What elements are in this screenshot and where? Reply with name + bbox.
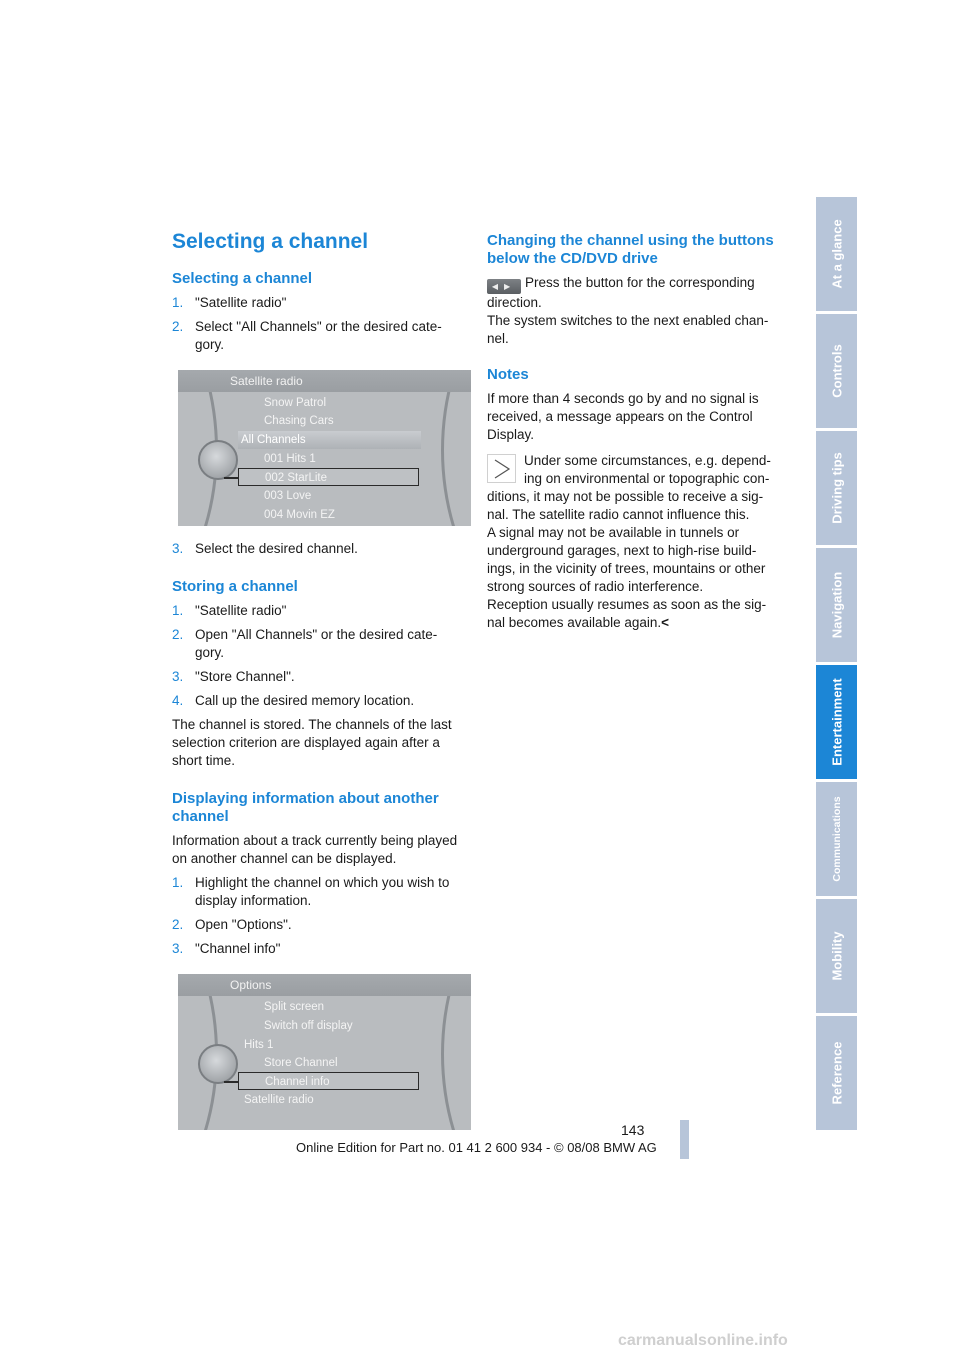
heading-selecting-channel: Selecting a channel xyxy=(172,270,313,287)
list-item: 4. Call up the desired memory location. xyxy=(172,693,415,708)
screen-row: Snow Patrol xyxy=(264,397,327,409)
storing-paragraph: The channel is stored. The channels of the last selection criterion are displayed again after a short time. xyxy=(172,717,452,768)
page-marker xyxy=(680,1120,689,1159)
notes-paragraph-3: Reception usually resumes as soon as the sig-nal becomes available again.< xyxy=(487,597,767,630)
screen-row: 002 StarLite xyxy=(238,468,419,486)
screen-row: Hits 1 xyxy=(244,1039,274,1051)
displaying-paragraph: Information about a track currently being played on another channel can be displayed. xyxy=(172,833,458,866)
watermark: carmanualsonline.info xyxy=(618,1332,788,1349)
displaying-steps xyxy=(172,874,464,958)
tab-reference[interactable]: Reference xyxy=(816,1016,857,1133)
tab-at-a-glance[interactable]: At a glance xyxy=(816,197,857,314)
arrow-buttons-icon: ◀▶ xyxy=(487,279,521,294)
satellite-radio-screenshot xyxy=(178,370,471,526)
options-screenshot xyxy=(178,974,471,1130)
tab-controls[interactable]: Controls xyxy=(816,314,857,431)
tab-navigation[interactable]: Navigation xyxy=(816,548,857,665)
list-item: 1. "Satellite radio" xyxy=(172,295,287,310)
screen-row: Switch off display xyxy=(264,1020,353,1032)
screen-row: Channel info xyxy=(238,1072,419,1090)
heading-storing-channel: Storing a channel xyxy=(172,578,298,595)
notes-warning: Under some circumstances, e.g. depend-ing on environmental or topographic con-ditions, it may not be possible to receive a sig-nal. The satellite radio cannot influence this. xyxy=(487,453,771,522)
heading-changing-channel: Changing the channel using the buttons below the CD/DVD drive xyxy=(487,232,774,267)
screen-row: 003 Love xyxy=(264,490,312,502)
left-column xyxy=(172,270,464,1144)
list-item: 3. Select the desired channel. xyxy=(172,541,358,556)
list-item: 2. Open "Options". xyxy=(172,917,292,932)
heading-displaying-info: Displaying information about another channel xyxy=(172,790,439,825)
screen-row: Satellite radio xyxy=(244,1094,314,1106)
storing-steps xyxy=(172,602,464,710)
right-column xyxy=(487,232,779,640)
selecting-steps xyxy=(172,294,464,354)
selecting-step3 xyxy=(172,540,464,558)
heading-notes: Notes xyxy=(487,366,529,383)
tab-entertainment[interactable]: Entertainment xyxy=(816,665,857,782)
screen-row: 001 Hits 1 xyxy=(264,453,316,465)
list-item: 3. "Channel info" xyxy=(172,941,281,956)
list-item: 1. Highlight the channel on which you wish to display information. xyxy=(172,875,450,908)
screen-row: 004 Movin EZ xyxy=(264,509,335,521)
page-title: Selecting a channel xyxy=(172,230,369,253)
changing-paragraph-2: The system switches to the next enabled chan-nel. xyxy=(487,313,769,346)
screen-row: All Channels xyxy=(238,431,421,449)
screen-row: Split screen xyxy=(264,1001,325,1013)
notes-paragraph: If more than 4 seconds go by and no signal is received, a message appears on the Control Display. xyxy=(487,391,759,442)
note-triangle-icon xyxy=(487,454,516,483)
tab-driving-tips[interactable]: Driving tips xyxy=(816,431,857,548)
tab-communications[interactable]: Communications xyxy=(816,782,857,899)
screen-header: Options xyxy=(178,974,471,996)
controller-knob-icon xyxy=(198,1044,238,1084)
changing-paragraph: ◀▶ Press the button for the corresponding direction. xyxy=(487,275,755,310)
list-item: 2. Select "All Channels" or the desired cate-gory. xyxy=(172,319,442,352)
tab-mobility[interactable]: Mobility xyxy=(816,899,857,1016)
screen-header: Satellite radio xyxy=(178,370,471,392)
list-item: 3. "Store Channel". xyxy=(172,669,295,684)
list-item: 1. "Satellite radio" xyxy=(172,603,287,618)
chapter-tabs xyxy=(816,197,857,1133)
screen-row: Chasing Cars xyxy=(264,415,334,427)
controller-knob-icon xyxy=(198,440,238,480)
notes-paragraph-2: A signal may not be available in tunnels or underground garages, next to high-rise build-ings, in the vicinity of trees, mountains or other strong sources of radio interference. xyxy=(487,525,766,594)
screen-row: Store Channel xyxy=(264,1057,338,1069)
end-mark: < xyxy=(661,615,670,630)
list-item: 2. Open "All Channels" or the desired cate-gory. xyxy=(172,627,438,660)
page-number: 143 xyxy=(621,1122,645,1138)
footer-text: Online Edition for Part no. 01 41 2 600 934 - © 08/08 BMW AG xyxy=(296,1140,657,1155)
